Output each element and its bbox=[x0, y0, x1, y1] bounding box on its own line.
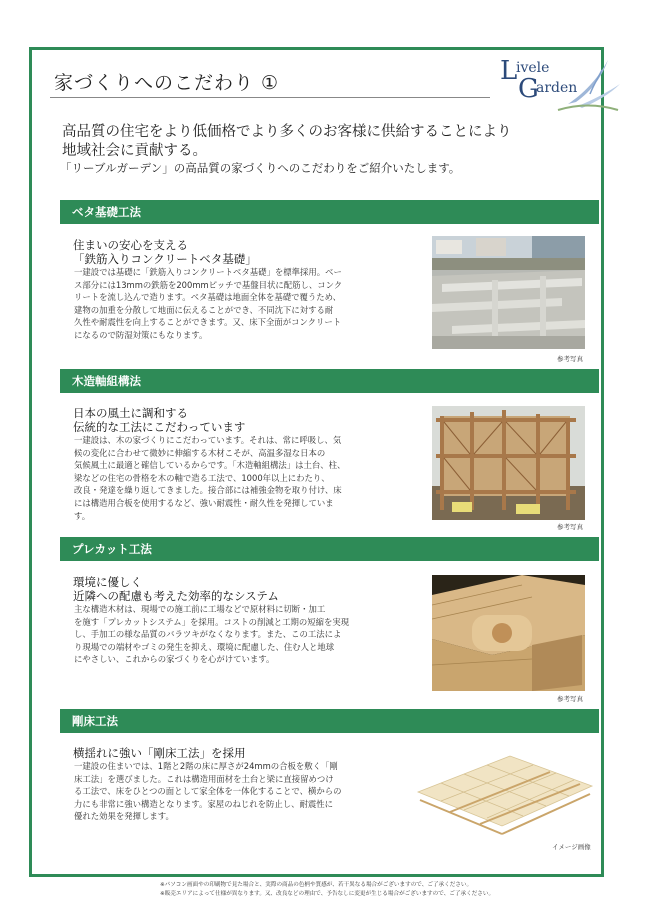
precut-timber-photo bbox=[432, 575, 585, 691]
logo-initial-g: G bbox=[518, 74, 539, 104]
section-2-body-line: 梁などの住宅の骨格を木の軸で造る工法で、1000年以上にわたり、 bbox=[74, 472, 330, 483]
section-4-heading bbox=[73, 746, 246, 760]
section-2-body-line: 候の変化に合わせて微妙に伸縮する木材こそが、高温多湿な日本の bbox=[74, 447, 326, 458]
photo-caption-2: 参考写真 bbox=[557, 523, 583, 531]
section-1-body bbox=[74, 266, 396, 342]
section-bar-beta-foundation: ベタ基礎工法 bbox=[60, 200, 599, 224]
image-caption-4: イメージ画像 bbox=[552, 843, 591, 851]
section-4-body-line: 床工法」を選びました。これは構造用面材を土台と梁に直接留めつけ bbox=[74, 773, 334, 784]
section-1-heading-2: 「鉄筋入りコンクリートベタ基礎」 bbox=[73, 252, 257, 266]
section-2-body-line: す。 bbox=[74, 510, 91, 521]
section-1-body-line: になるので防湿対策にもなります。 bbox=[74, 329, 208, 340]
livele-garden-logo bbox=[498, 54, 622, 114]
lead-line-1: 高品質の住宅をより低価格でより多くのお客様に供給することにより bbox=[62, 124, 512, 140]
lead-subtext: 「リーブルガーデン」の高品質の家づくりへのこだわりをご紹介いたします。 bbox=[60, 161, 461, 175]
lead-line-2: 地域社会に貢献する。 bbox=[62, 143, 207, 159]
section-2-heading-2: 伝統的な工法にこだわっています bbox=[73, 420, 246, 434]
logo-word-ivele: ivele bbox=[516, 60, 550, 76]
logo-initial-l: L bbox=[500, 56, 518, 86]
title-rule bbox=[50, 97, 490, 98]
lead-text bbox=[62, 123, 582, 161]
section-4-body-line: 力にも非常に強い構造となります。家屋のねじれを防止し、耐震性に bbox=[74, 798, 333, 809]
section-1-body-line: リートを流し込んで造ります。ベタ基礎は地面全体を基礎で覆うため、 bbox=[74, 292, 341, 303]
section-2-body-line: 改良・発達を繰り返してきました。接合部には補強金物を取り付け、床 bbox=[74, 485, 342, 496]
section-bar-rigid-floor: 剛床工法 bbox=[60, 709, 599, 733]
logo-word-arden: arden bbox=[536, 80, 578, 96]
footer-note-2: ※販売エリアによって仕様が異なります。又、改良などの理由で、予告なしに変更が生じる場合がございますので、ご了承ください。 bbox=[160, 891, 495, 897]
footer-note-1: ※パソコン画面やの印刷物で見た場合と、実際の商品の色柄や質感が、若干異なる場合がございますので、ご了承ください。 bbox=[160, 882, 473, 888]
section-2-heading bbox=[73, 406, 245, 434]
section-1-heading bbox=[73, 238, 257, 266]
section-3-body-line: を施す「プレカットシステム」を採用。コストの削減と工期の短縮を実現 bbox=[74, 616, 350, 627]
section-4-body-line: 優れた効果を発揮します。 bbox=[74, 811, 174, 822]
section-2-body bbox=[74, 434, 396, 522]
section-4-body bbox=[74, 760, 396, 823]
section-bar-precut: プレカット工法 bbox=[60, 537, 599, 561]
section-3-body bbox=[74, 603, 396, 666]
section-bar-wooden-frame: 木造軸組構法 bbox=[60, 369, 599, 393]
section-3-body-line: にやさしい、これからの家づくりを心がけています。 bbox=[74, 654, 275, 665]
foundation-photo bbox=[432, 236, 585, 349]
timber-frame-photo bbox=[432, 406, 585, 520]
section-2-body-line: 一建設は、木の家づくりにこだわっています。それは、常に呼吸し、気 bbox=[74, 435, 342, 445]
section-1-body-line: 久性や耐震性を向上することができます。又、床下全面がコンクリート bbox=[74, 317, 342, 328]
photo-caption-3: 参考写真 bbox=[557, 695, 583, 703]
section-2-body-line: には構造用合板を使用するなど、強い耐震性・耐久性を発揮していま bbox=[74, 497, 334, 508]
section-1-body-line: ス部分には13mmの鉄筋を200mmピッチで基盤目状に配筋し、コンク bbox=[74, 279, 343, 290]
section-1-heading-1: 住まいの安心を支える bbox=[73, 238, 188, 252]
section-2-heading-1: 日本の風土に調和する bbox=[73, 406, 188, 420]
section-4-heading-1: 横揺れに強い「剛床工法」を採用 bbox=[73, 746, 246, 760]
section-3-heading-1: 環境に優しく bbox=[73, 575, 142, 589]
section-4-body-line: る工法で、床をひとつの面として家全体を一体化することで、横からの bbox=[74, 786, 342, 797]
section-1-body-line: 建物の加重を分散して地面に伝えることができ、不同沈下に対する耐 bbox=[74, 304, 334, 315]
section-3-body-line: り現場での端材やゴミの発生を抑え、環境に配慮した、住む人と地球 bbox=[74, 641, 335, 652]
photo-caption-1: 参考写真 bbox=[557, 355, 583, 363]
section-1-body-line: 一建設では基礎に「鉄筋入りコンクリートベタ基礎」を標準採用。ベー bbox=[74, 267, 342, 277]
section-3-heading-2: 近隣への配慮も考えた効率的なシステム bbox=[73, 589, 279, 603]
section-3-body-line: し、手加工の様な品質のバラツキがなくなります。また、この工法によ bbox=[74, 629, 342, 640]
section-2-body-line: 気候風土に最適と確信しているからです。「木造軸組構法」は土台、柱、 bbox=[74, 460, 346, 471]
rigid-floor-illustration bbox=[410, 742, 600, 842]
section-3-heading bbox=[73, 575, 279, 603]
page-title: 家づくりへのこだわり ① bbox=[54, 72, 280, 94]
section-3-body-line: 主な構造木材は、現場での施工前に工場などで原材料に切断・加工 bbox=[74, 604, 326, 614]
section-4-body-line: 一建設の住まいでは、1階と2階の床に厚さが24mmの合板を敷く「剛 bbox=[74, 761, 338, 771]
